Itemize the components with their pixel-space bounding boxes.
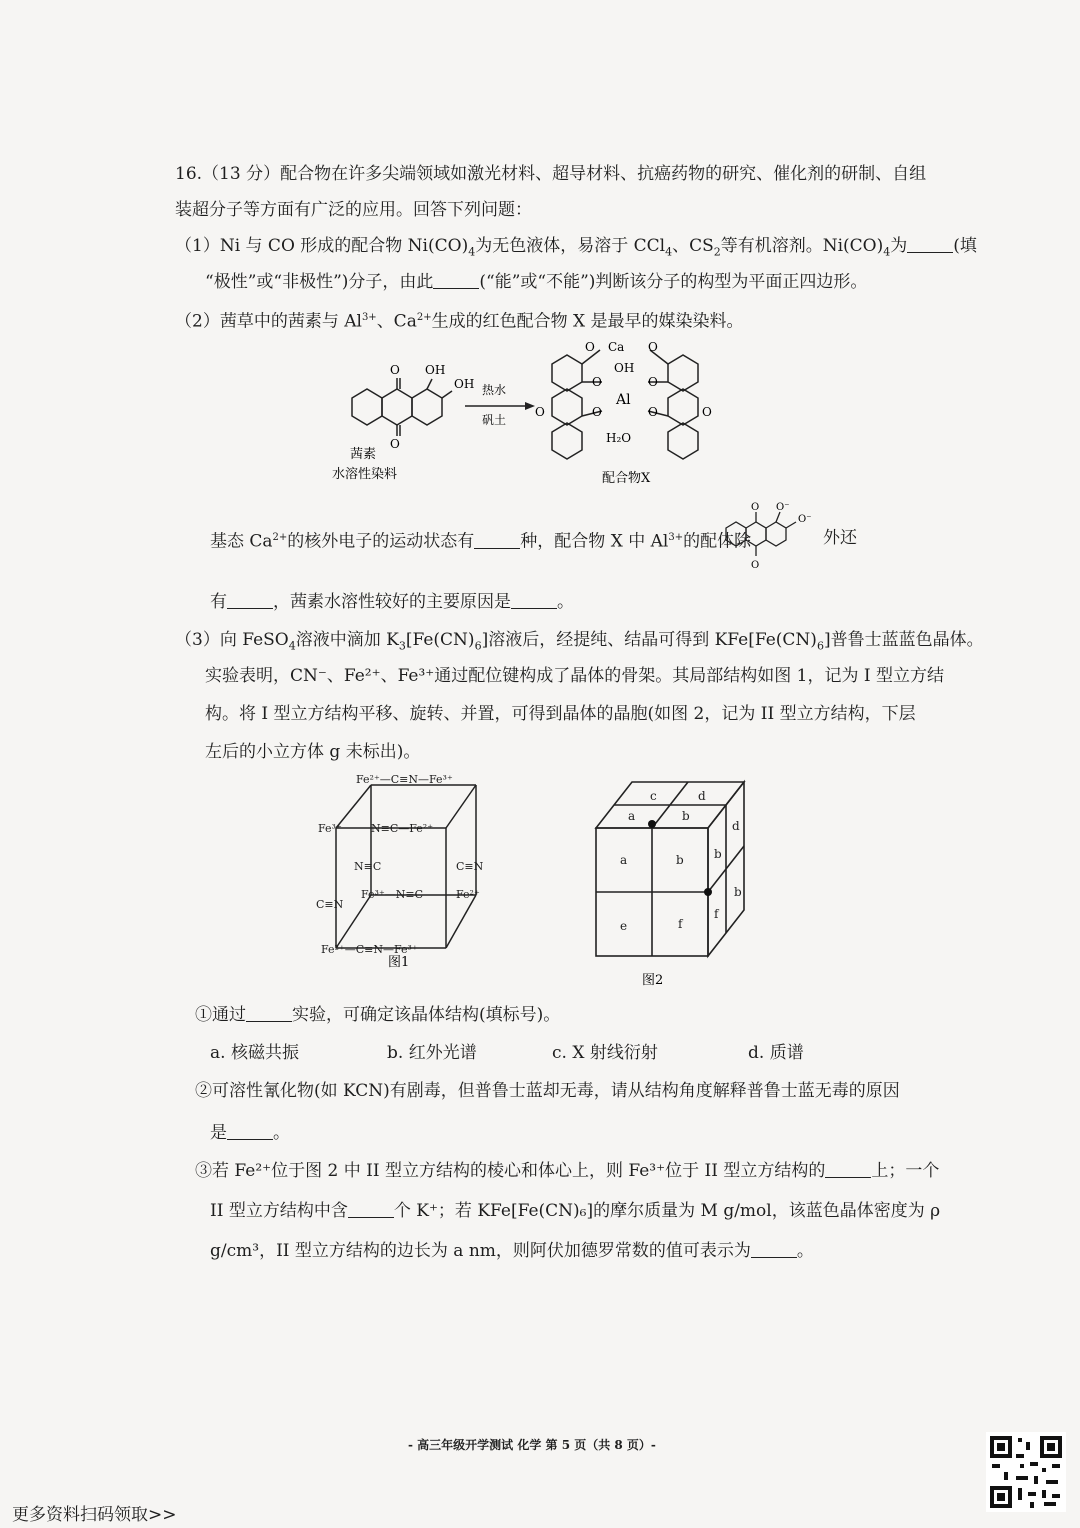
svg-text:Fe²⁺—C≡N—Fe³⁺: Fe²⁺—C≡N—Fe³⁺ [321,943,418,956]
figure2-cell-label: b [734,885,742,899]
part3-text: ]普鲁士蓝蓝色晶体。 [823,630,984,650]
svg-text:O⁻: O⁻ [776,502,790,513]
option-b: b. 红外光谱 [387,1043,477,1063]
part2-text: 的核外电子的运动状态有 [287,531,475,552]
answer-blank[interactable] [227,592,273,609]
answer-blank[interactable] [348,1201,394,1218]
sub-text: 实验，可确定该晶体结构(填标号)。 [292,1005,561,1025]
answer-blank[interactable] [825,1161,871,1178]
subquestion-3-line3 [210,1240,814,1262]
option-a: a. 核磁共振 [210,1043,299,1063]
svg-text:Fe²⁺—C≡N—Fe³⁺: Fe²⁺—C≡N—Fe³⁺ [356,773,453,786]
svg-text:O: O [592,375,602,389]
sub-text: g/cm³，II 型立方结构的边长为 a nm，则阿伏加德罗常数的值可表示为 [210,1241,751,1261]
sub-text: 。 [273,1123,290,1143]
part2-text: 的配体除 [683,531,752,552]
sub-text: 个 K⁺；若 KFe[Fe(CN)₆]的摩尔质量为 M g/mol，该蓝色晶体密度为 ρ [393,1201,941,1221]
svg-text:O: O [535,405,545,419]
answer-blank[interactable] [433,272,479,289]
part3-line1: （3）向 FeSO$_4$溶液中滴加 $K_3[Fe(CN)_6]$溶液后，经提纯、结晶可得到 $KFe[Fe(CN)_6]$普鲁士蓝蓝色晶体。 [175,630,984,653]
option-d: d. 质谱 [748,1043,804,1063]
part3-text: ]溶液后，经提纯、结晶可得到 KFe[Fe(CN) [481,630,817,650]
part2-question-line2 [210,591,574,613]
svg-text:H₂O: H₂O [606,431,632,445]
more-resources-link[interactable]: 更多资料扫码领取>> [12,1505,177,1525]
figure2-cell-label: a [620,853,628,867]
answer-blank[interactable] [511,592,557,609]
svg-text:Ca: Ca [608,340,625,354]
figure2-cell-label: b [714,847,722,861]
svg-text:Fe³⁺—N≡C: Fe³⁺—N≡C [361,888,424,901]
part2-text: 生成的红色配合物 X 是最早的媒染染料。 [431,311,744,332]
svg-text:O: O [648,340,658,354]
answer-blank[interactable] [474,532,520,549]
figure2-cell-label: d [732,819,740,833]
sub-text: 。 [796,1241,814,1261]
page-footer: - 高三年级开学测试 化学 第 5 页（共 8 页）- [408,1438,656,1452]
figure2-cell-label: a [628,809,636,823]
figure2-cell-label: e [620,919,628,933]
subquestion-3-line2 [210,1200,940,1222]
svg-text:O: O [702,405,712,419]
svg-text:OH: OH [425,363,446,377]
arrow-bottom-label: 矾土 [482,413,507,427]
answer-blank[interactable] [751,1241,797,1258]
sub-text: ③若 Fe²⁺位于图 2 中 II 型立方结构的棱心和体心上，则 Fe³⁺位于 II 型立方结构的 [195,1161,826,1181]
part1-text: (“能”或“不能”)判断该分子的构型为平面正四边形。 [479,272,868,292]
svg-text:O⁻: O⁻ [798,514,812,525]
part1-text: 为无色液体，易溶于 CCl [475,236,666,256]
svg-text:N≡C—Fe²⁺: N≡C—Fe²⁺ [371,822,434,835]
svg-text:O: O [592,405,602,419]
figure2-cell-label: b [682,809,690,823]
question-header-cont: 装超分子等方面有广泛的应用。回答下列问题： [175,200,532,220]
oxygen-label: O [390,363,400,377]
svg-text:O: O [648,405,658,419]
part1-text: 、CS [672,236,714,256]
arrow-top-label: 热水 [482,383,507,397]
sub-text: 上；一个 [871,1161,940,1181]
part2-text: 、Ca [376,311,417,332]
svg-text:OH: OH [614,361,635,375]
reactant-label: 茜素 [350,447,377,462]
sub-text: II 型立方结构中含 [210,1201,348,1221]
svg-text:Fe³⁺: Fe³⁺ [318,822,342,835]
part1-text: (填 [953,236,977,256]
part2-text: 种，配合物 X 中 Al [520,531,669,552]
part2-text: ，茜素水溶性较好的主要原因是 [273,592,511,612]
figure2-cell-label: b [676,853,684,867]
answer-blank[interactable] [907,236,953,253]
part3-line4: 左后的小立方体 g 未标出)。 [205,742,421,762]
figure2-cell-label: f [678,917,683,931]
figure1-cube [316,770,516,970]
sub-text: ①通过 [195,1005,246,1025]
answer-blank[interactable] [246,1005,292,1022]
part2-text: 基态 Ca [210,531,273,552]
svg-text:N≡C: N≡C [354,860,382,873]
qr-code-icon[interactable] [986,1432,1066,1512]
part3-text: 溶液中滴加 K [295,630,399,650]
subquestion-2: ②可溶性氰化物(如 KCN)有剧毒，但普鲁士蓝却无毒，请从结构角度解释普鲁士蓝无毒的原因 [195,1081,900,1101]
reaction-scheme [330,336,750,496]
part1-text: 为 [890,236,908,256]
svg-text:O: O [390,437,400,451]
sub-text: 是 [210,1123,227,1143]
svg-text:OH: OH [454,377,475,391]
part1-text: 等有机溶剂。Ni(CO) [720,236,884,256]
product-label: 配合物X [602,471,651,486]
part1-line1: （1）Ni 与 CO 形成的配合物 $Ni(CO)_4$为无色液体，易溶于 CCl$_4$、$CS_2$等有机溶剂。$Ni(CO)_4$为 (填 [175,236,977,259]
part3-line3: 构。将 I 型立方结构平移、旋转、并置，可得到晶体的晶胞(如图 2，记为 II 型立方结构，下层 [205,704,916,724]
ligand-structure [718,498,828,578]
svg-text:O: O [648,375,658,389]
figure1-caption: 图1 [388,955,410,970]
part2-text: （2）茜草中的茜素与 Al [175,311,362,332]
figure2-caption: 图2 [642,973,664,988]
part3-text: [Fe(CN) [405,630,475,650]
part2-text: 。 [557,592,574,612]
option-c: c. X 射线衍射 [552,1043,658,1063]
svg-text:O: O [751,502,760,513]
part1-line2 [205,271,867,293]
svg-text:Al: Al [616,392,631,408]
part3-line2: 实验表明，CN⁻、Fe²⁺、Fe³⁺通过配位键构成了晶体的骨架。其局部结构如图 1，记为 I 型立方结 [205,666,945,686]
part2-question-line1: 基态 $Ca^{2+}$的核外电子的运动状态有 种，配合物 X 中 $Al^{3+}$的配体除 [210,531,752,552]
subquestion-2-cont [210,1122,290,1144]
reactant-sublabel: 水溶性染料 [332,467,398,482]
svg-text:C≡N: C≡N [456,860,484,873]
figure2-cube [590,772,760,992]
figure2-cell-label: c [650,789,657,803]
part1-text: “极性”或“非极性”)分子，由此 [205,272,434,292]
question-header: 16.（13 分）配合物在许多尖端领域如激光材料、超导材料、抗癌药物的研究、催化剂的研制、自组 [175,164,927,184]
svg-text:C≡N: C≡N [316,898,344,911]
part2-question-tail: 外还 [823,528,857,548]
answer-blank[interactable] [227,1123,273,1140]
part1-text: （1）Ni 与 CO 形成的配合物 Ni(CO) [175,236,469,256]
figure2-cell-label: f [714,907,719,921]
figure2-cell-label: d [698,789,706,803]
subquestion-3 [195,1160,939,1182]
part3-text: （3）向 FeSO [175,630,289,650]
svg-text:O: O [585,340,595,354]
part2-line1: （2）茜草中的茜素与 $Al^{3+}$、$Ca^{2+}$生成的红色配合物 X 是最早的媒染染料。 [175,311,744,332]
part2-text: 有 [210,592,227,612]
subquestion-1 [195,1004,560,1026]
svg-text:Fe²⁺: Fe²⁺ [456,888,480,901]
svg-text:O: O [751,560,760,571]
